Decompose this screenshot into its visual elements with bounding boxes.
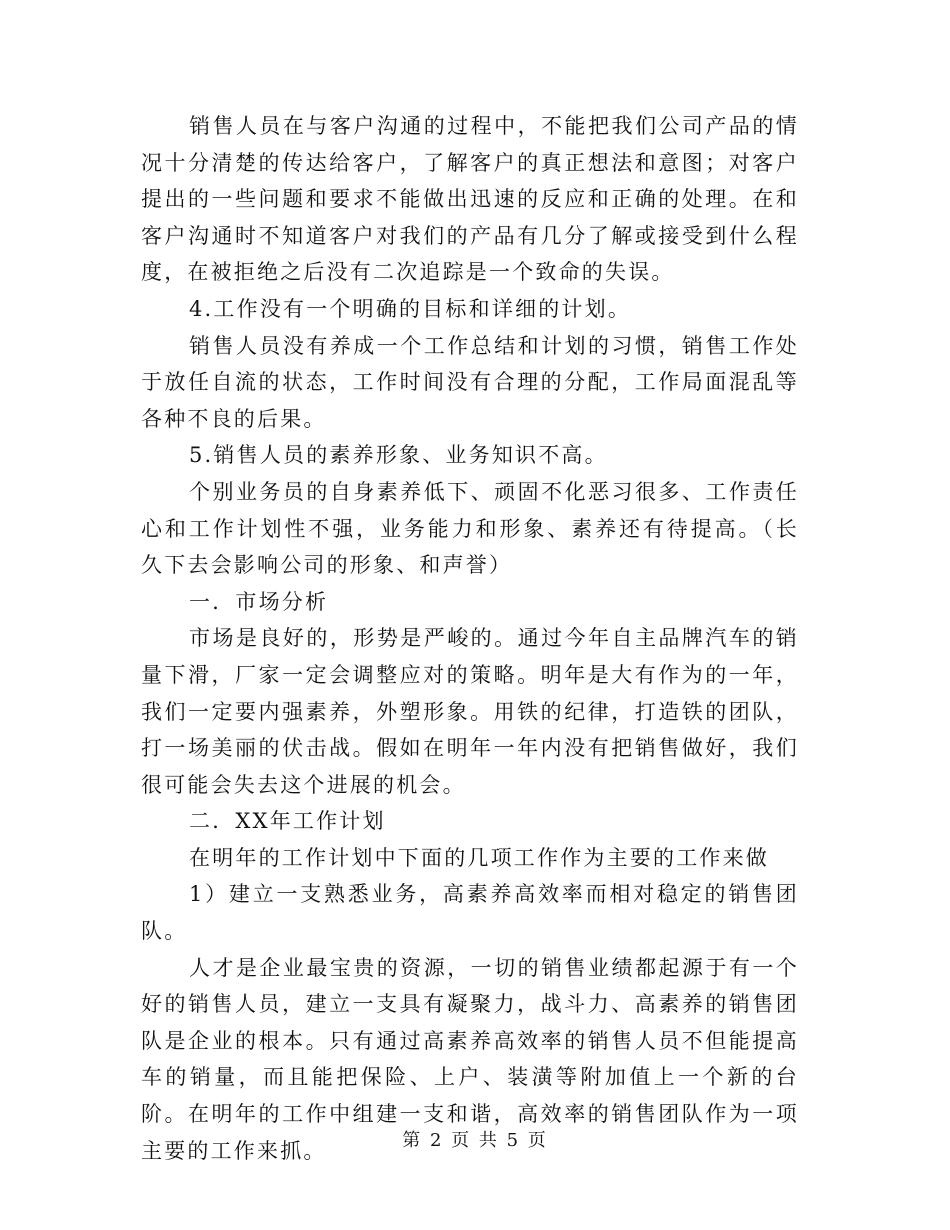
paragraph-plan-intro: 在明年的工作计划中下面的几项工作作为主要的工作来做 xyxy=(189,845,769,870)
section-heading-work-plan: 二．XX年工作计划 xyxy=(189,809,386,834)
plan-item-1: 1）建立一支熟悉业务，高素养高效率而相对稳定的销售团队。 xyxy=(141,882,799,944)
heading-item-5: 5.销售人员的素养形象、业务知识不高。 xyxy=(189,443,608,468)
paragraph-communication-issues: 销售人员在与客户沟通的过程中，不能把我们公司产品的情况十分清楚的传达给客户，了解客户的真正想法和意图；对客户提出的一些问题和要求不能做出迅速的反应和正确的处理。在和客户沟通时不知道客户对我们的产品有几分了解或接受到什么程度，在被拒绝之后没有二次追踪是一个致命的失误。 xyxy=(141,114,799,285)
paragraph-staff-quality: 个别业务员的自身素养低下、顽固不化恶习很多、工作责任心和工作计划性不强，业务能力和形象、素养还有待提高。（长久下去会影响公司的形象、和声誉） xyxy=(141,479,799,578)
paragraph-market-analysis: 市场是良好的，形势是严峻的。通过今年自主品牌汽车的销量下滑，厂家一定会调整应对的策略。明年是大有作为的一年，我们一定要内强素养，外塑形象。用铁的纪律，打造铁的团队，打一场美丽的伏击战。假如在明年一年内没有把销售做好，我们很可能会失去这个进展的机会。 xyxy=(141,626,799,797)
document-body xyxy=(141,108,799,1169)
paragraph-talent: 人才是企业最宝贵的资源，一切的销售业绩都起源于有一个好的销售人员，建立一支具有凝聚力，战斗力、高素养的销售团队是企业的根本。只有通过高素养高效率的销售人员不但能提高车的销量，而且能把保险、上户、装潢等附加值上一个新的台阶。在明年的工作中组建一支和谐，高效率的销售团队作为一项主要的工作来抓。 xyxy=(141,955,799,1163)
section-heading-market-analysis: 一．市场分析 xyxy=(189,589,329,614)
heading-item-4: 4.工作没有一个明确的目标和详细的计划。 xyxy=(189,296,632,321)
page-number-footer: 第 2 页 共 5 页 xyxy=(402,1130,548,1151)
paragraph-no-plan: 销售人员没有养成一个工作总结和计划的习惯，销售工作处于放任自流的状态，工作时间没有合理的分配，工作局面混乱等各种不良的后果。 xyxy=(141,333,799,431)
